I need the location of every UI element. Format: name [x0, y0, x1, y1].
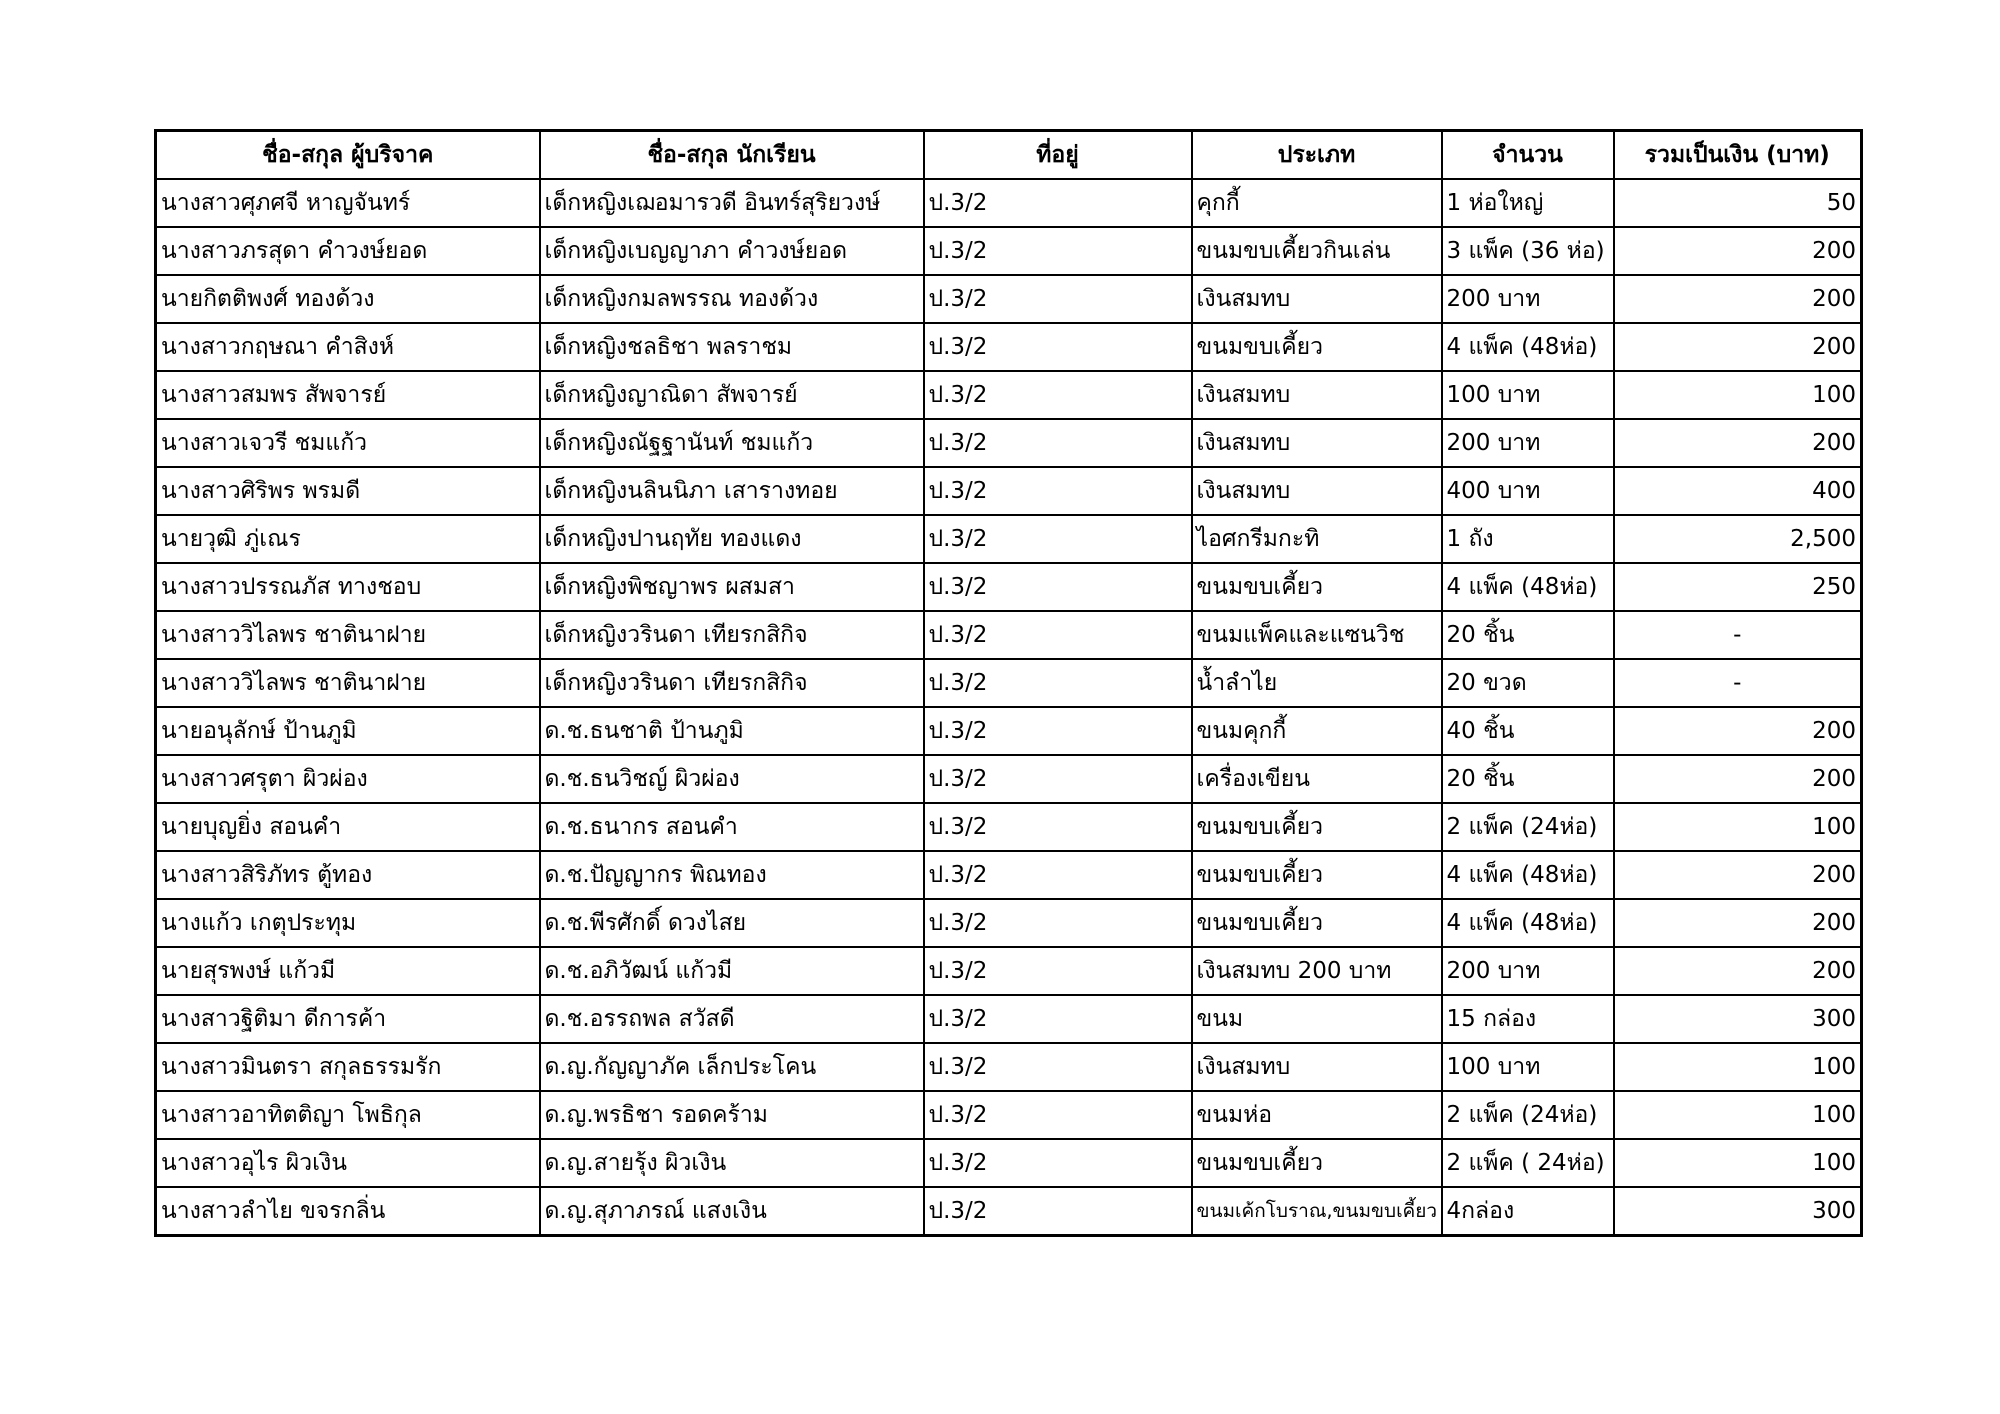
student-name-cell: ด.ญ.กัญญาภัค เล็กประโคน: [540, 1043, 924, 1091]
amount-cell: 200: [1614, 419, 1862, 467]
donor-name-cell: นางสาวลำไย ขจรกลิ่น: [156, 1187, 540, 1236]
table-body: [156, 179, 1862, 1236]
amount-cell: 400: [1614, 467, 1862, 515]
student-name-cell: เด็กหญิงเบญญาภา คำวงษ์ยอด: [540, 227, 924, 275]
donor-name-cell: นายวุฒิ ภู่เณร: [156, 515, 540, 563]
table-row: [156, 803, 1862, 851]
donor-name-cell: นางสาวสมพร สัพจารย์: [156, 371, 540, 419]
student-name-cell: เด็กหญิงวรินดา เทียรกสิกิจ: [540, 611, 924, 659]
quantity-cell: 4 แพ็ค (48ห่อ): [1442, 323, 1614, 371]
student-name-cell: เด็กหญิงณัฐฐานันท์ ชมแก้ว: [540, 419, 924, 467]
quantity-cell: 4 แพ็ค (48ห่อ): [1442, 851, 1614, 899]
type-cell: น้ำลำไย: [1192, 659, 1442, 707]
amount-cell: 200: [1614, 323, 1862, 371]
quantity-cell: 400 บาท: [1442, 467, 1614, 515]
quantity-cell: 100 บาท: [1442, 1043, 1614, 1091]
address-cell: ป.3/2: [924, 179, 1192, 227]
header-type: ประเภท: [1192, 131, 1442, 180]
amount-cell: 200: [1614, 275, 1862, 323]
student-name-cell: เด็กหญิงปานฤทัย ทองแดง: [540, 515, 924, 563]
quantity-cell: 2 แพ็ค (24ห่อ): [1442, 803, 1614, 851]
type-cell: ขนมเค้กโบราณ,ขนมขบเคี้ยว: [1192, 1187, 1442, 1236]
table-row: [156, 899, 1862, 947]
amount-cell: 50: [1614, 179, 1862, 227]
donor-name-cell: นางสาวอุไร ผิวเงิน: [156, 1139, 540, 1187]
donor-name-cell: นายสุรพงษ์ แก้วมี: [156, 947, 540, 995]
donor-name-cell: นางสาวภรสุดา คำวงษ์ยอด: [156, 227, 540, 275]
quantity-cell: 20 ขวด: [1442, 659, 1614, 707]
donation-sheet: [154, 129, 1860, 1237]
table-row: [156, 659, 1862, 707]
quantity-cell: 4 แพ็ค (48ห่อ): [1442, 899, 1614, 947]
table-row: [156, 707, 1862, 755]
donor-name-cell: นางแก้ว เกตุประทุม: [156, 899, 540, 947]
student-name-cell: ด.ช.พีรศักดิ์ ดวงไสย: [540, 899, 924, 947]
student-name-cell: เด็กหญิงพิชญาพร ผสมสา: [540, 563, 924, 611]
address-cell: ป.3/2: [924, 371, 1192, 419]
donor-name-cell: นางสาวมินตรา สกุลธรรมรัก: [156, 1043, 540, 1091]
amount-cell: -: [1614, 611, 1862, 659]
table-row: [156, 947, 1862, 995]
amount-cell: 100: [1614, 1091, 1862, 1139]
table-row: [156, 1091, 1862, 1139]
header-donor-name: ชื่อ-สกุล ผู้บริจาค: [156, 131, 540, 180]
table-row: [156, 179, 1862, 227]
amount-cell: 100: [1614, 803, 1862, 851]
amount-cell: 250: [1614, 563, 1862, 611]
student-name-cell: ด.ช.ปัญญากร พิณทอง: [540, 851, 924, 899]
address-cell: ป.3/2: [924, 755, 1192, 803]
header-quantity: จำนวน: [1442, 131, 1614, 180]
address-cell: ป.3/2: [924, 563, 1192, 611]
donor-name-cell: นางสาววิไลพร ชาตินาฝาย: [156, 659, 540, 707]
donor-name-cell: นางสาวศรุตา ผิวผ่อง: [156, 755, 540, 803]
amount-cell: 200: [1614, 851, 1862, 899]
table-row: [156, 227, 1862, 275]
address-cell: ป.3/2: [924, 899, 1192, 947]
type-cell: เงินสมทบ: [1192, 275, 1442, 323]
table-row: [156, 755, 1862, 803]
table-row: [156, 851, 1862, 899]
type-cell: ขนมคุกกี้: [1192, 707, 1442, 755]
address-cell: ป.3/2: [924, 611, 1192, 659]
type-cell: เงินสมทบ 200 บาท: [1192, 947, 1442, 995]
table-row: [156, 995, 1862, 1043]
type-cell: ไอศกรีมกะทิ: [1192, 515, 1442, 563]
donor-name-cell: นายอนุลักษ์ ป้านภูมิ: [156, 707, 540, 755]
table-row: [156, 371, 1862, 419]
type-cell: เงินสมทบ: [1192, 1043, 1442, 1091]
address-cell: ป.3/2: [924, 659, 1192, 707]
address-cell: ป.3/2: [924, 323, 1192, 371]
student-name-cell: ด.ช.อภิวัฒน์ แก้วมี: [540, 947, 924, 995]
type-cell: ขนมขบเคี้ยว: [1192, 899, 1442, 947]
type-cell: เครื่องเขียน: [1192, 755, 1442, 803]
type-cell: ขนมขบเคี้ยว: [1192, 563, 1442, 611]
donor-name-cell: นางสาวสิริภัทร ตู้ทอง: [156, 851, 540, 899]
donor-name-cell: นายบุญยิ่ง สอนคำ: [156, 803, 540, 851]
student-name-cell: ด.ญ.พรธิชา รอดคร้าม: [540, 1091, 924, 1139]
table-row: [156, 275, 1862, 323]
address-cell: ป.3/2: [924, 227, 1192, 275]
type-cell: ขนมขบเคี้ยวกินเล่น: [1192, 227, 1442, 275]
donor-name-cell: นางสาวฐิติมา ดีการค้า: [156, 995, 540, 1043]
table-row: [156, 323, 1862, 371]
student-name-cell: ด.ช.ธนชาติ ป้านภูมิ: [540, 707, 924, 755]
student-name-cell: เด็กหญิงกมลพรรณ ทองด้วง: [540, 275, 924, 323]
address-cell: ป.3/2: [924, 851, 1192, 899]
quantity-cell: 3 แพ็ค (36 ห่อ): [1442, 227, 1614, 275]
table-row: [156, 611, 1862, 659]
table-row: [156, 419, 1862, 467]
table-row: [156, 515, 1862, 563]
quantity-cell: 200 บาท: [1442, 275, 1614, 323]
donor-name-cell: นางสาววิไลพร ชาตินาฝาย: [156, 611, 540, 659]
header-student-name: ชื่อ-สกุล นักเรียน: [540, 131, 924, 180]
quantity-cell: 1 ถัง: [1442, 515, 1614, 563]
quantity-cell: 200 บาท: [1442, 947, 1614, 995]
student-name-cell: ด.ญ.สายรุ้ง ผิวเงิน: [540, 1139, 924, 1187]
address-cell: ป.3/2: [924, 1187, 1192, 1236]
amount-cell: 100: [1614, 1043, 1862, 1091]
address-cell: ป.3/2: [924, 995, 1192, 1043]
student-name-cell: ด.ญ.สุภาภรณ์ แสงเงิน: [540, 1187, 924, 1236]
donor-name-cell: นางสาวศุภศจี หาญจันทร์: [156, 179, 540, 227]
student-name-cell: เด็กหญิงชลธิชา พลราชม: [540, 323, 924, 371]
amount-cell: 200: [1614, 227, 1862, 275]
donor-name-cell: นางสาวกฤษณา คำสิงห์: [156, 323, 540, 371]
donor-name-cell: นางสาวเจวรี ชมแก้ว: [156, 419, 540, 467]
quantity-cell: 2 แพ็ค ( 24ห่อ): [1442, 1139, 1614, 1187]
quantity-cell: 40 ชิ้น: [1442, 707, 1614, 755]
donor-name-cell: นางสาวอาทิตติญา โพธิกุล: [156, 1091, 540, 1139]
quantity-cell: 1 ห่อใหญ่: [1442, 179, 1614, 227]
amount-cell: 200: [1614, 899, 1862, 947]
address-cell: ป.3/2: [924, 1091, 1192, 1139]
amount-cell: 300: [1614, 995, 1862, 1043]
quantity-cell: 200 บาท: [1442, 419, 1614, 467]
address-cell: ป.3/2: [924, 803, 1192, 851]
quantity-cell: 20 ชิ้น: [1442, 755, 1614, 803]
type-cell: เงินสมทบ: [1192, 467, 1442, 515]
type-cell: เงินสมทบ: [1192, 371, 1442, 419]
header-total-amount: รวมเป็นเงิน (บาท): [1614, 131, 1862, 180]
address-cell: ป.3/2: [924, 467, 1192, 515]
address-cell: ป.3/2: [924, 419, 1192, 467]
amount-cell: 200: [1614, 947, 1862, 995]
table-row: [156, 467, 1862, 515]
quantity-cell: 15 กล่อง: [1442, 995, 1614, 1043]
header-address: ที่อยู่: [924, 131, 1192, 180]
student-name-cell: เด็กหญิงวรินดา เทียรกสิกิจ: [540, 659, 924, 707]
amount-cell: 2,500: [1614, 515, 1862, 563]
amount-cell: 200: [1614, 755, 1862, 803]
type-cell: ขนม: [1192, 995, 1442, 1043]
address-cell: ป.3/2: [924, 947, 1192, 995]
student-name-cell: เด็กหญิงญาณิดา สัพจารย์: [540, 371, 924, 419]
address-cell: ป.3/2: [924, 707, 1192, 755]
type-cell: ขนมขบเคี้ยว: [1192, 851, 1442, 899]
student-name-cell: ด.ช.ธนากร สอนคำ: [540, 803, 924, 851]
quantity-cell: 4 แพ็ค (48ห่อ): [1442, 563, 1614, 611]
donation-table: [154, 129, 1863, 1237]
quantity-cell: 20 ชิ้น: [1442, 611, 1614, 659]
address-cell: ป.3/2: [924, 515, 1192, 563]
header-row: [156, 131, 1862, 180]
table-row: [156, 1187, 1862, 1236]
student-name-cell: เด็กหญิงเฌอมารวดี อินทร์สุริยวงษ์: [540, 179, 924, 227]
student-name-cell: เด็กหญิงนลินนิภา เสารางทอย: [540, 467, 924, 515]
amount-cell: 100: [1614, 1139, 1862, 1187]
student-name-cell: ด.ช.อรรถพล สวัสดี: [540, 995, 924, 1043]
type-cell: คุกกี้: [1192, 179, 1442, 227]
type-cell: ขนมขบเคี้ยว: [1192, 1139, 1442, 1187]
table-row: [156, 1139, 1862, 1187]
student-name-cell: ด.ช.ธนวิชญ์ ผิวผ่อง: [540, 755, 924, 803]
donor-name-cell: นายกิตติพงศ์ ทองด้วง: [156, 275, 540, 323]
amount-cell: 200: [1614, 707, 1862, 755]
amount-cell: -: [1614, 659, 1862, 707]
quantity-cell: 2 แพ็ค (24ห่อ): [1442, 1091, 1614, 1139]
address-cell: ป.3/2: [924, 275, 1192, 323]
donor-name-cell: นางสาวศิริพร พรมดี: [156, 467, 540, 515]
type-cell: ขนมขบเคี้ยว: [1192, 803, 1442, 851]
type-cell: ขนมแพ็คและแซนวิช: [1192, 611, 1442, 659]
amount-cell: 300: [1614, 1187, 1862, 1236]
donor-name-cell: นางสาวปรรณภัส ทางชอบ: [156, 563, 540, 611]
amount-cell: 100: [1614, 371, 1862, 419]
quantity-cell: 4กล่อง: [1442, 1187, 1614, 1236]
type-cell: ขนมห่อ: [1192, 1091, 1442, 1139]
address-cell: ป.3/2: [924, 1139, 1192, 1187]
type-cell: เงินสมทบ: [1192, 419, 1442, 467]
address-cell: ป.3/2: [924, 1043, 1192, 1091]
table-row: [156, 1043, 1862, 1091]
quantity-cell: 100 บาท: [1442, 371, 1614, 419]
type-cell: ขนมขบเคี้ยว: [1192, 323, 1442, 371]
table-row: [156, 563, 1862, 611]
